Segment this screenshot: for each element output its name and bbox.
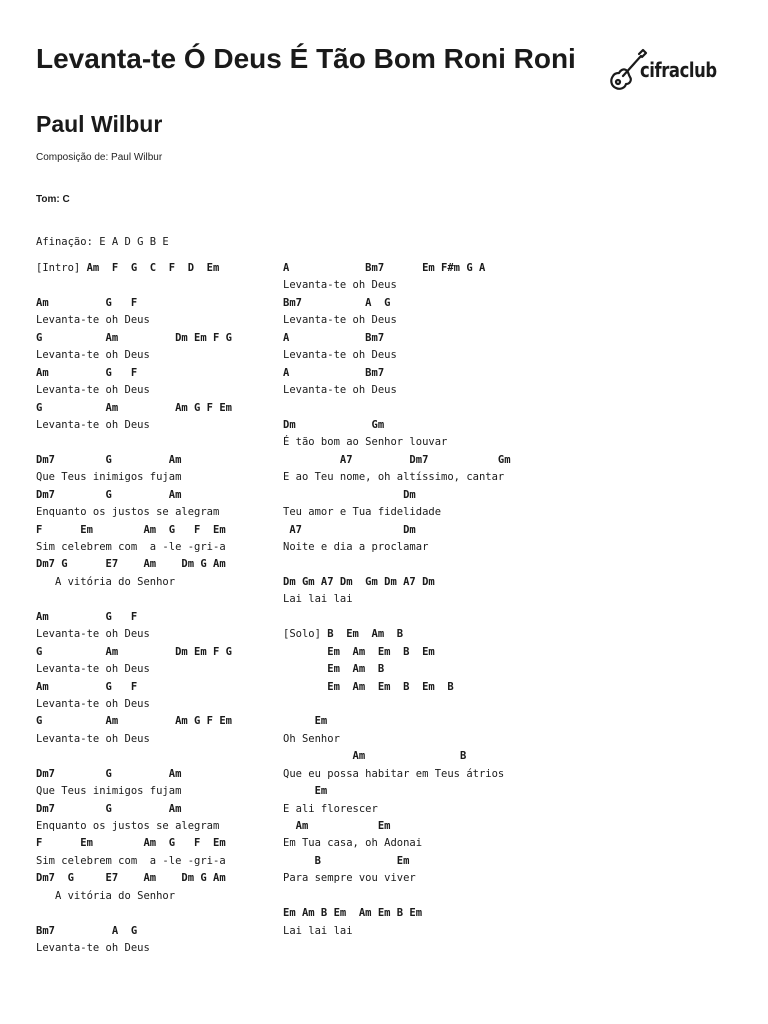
composer-credit: Composição de: Paul Wilbur [36,152,163,163]
lyric-line: Levanta-te oh Deus [283,314,397,327]
lyric-line: Em Tua casa, oh Adonai [283,837,423,850]
chord-sheet-right-column [283,260,511,940]
blank-line [36,277,232,294]
blank-line [283,609,511,626]
chord-line[interactable]: Am G F [36,680,138,693]
lyric-line: Levanta-te oh Deus [36,349,150,362]
chord-line[interactable]: Am Em [283,820,391,832]
logo-text: cifraclub [640,58,717,82]
chord-line[interactable]: Am F G C F D Em [86,262,220,274]
chord-line[interactable]: A Bm7 [283,366,385,379]
chord-line[interactable]: A7 Dm7 Gm [283,453,511,466]
chord-line[interactable]: Em Am Em B Em B [283,680,454,693]
chord-line[interactable]: Em Am B [283,663,385,676]
chord-line[interactable]: Dm [283,488,416,501]
chord-line[interactable]: B Em [283,854,410,867]
lyric-line: Levanta-te oh Deus [283,384,397,397]
lyric-line: E ali florescer [283,802,378,815]
lyric-line: Oh Senhor [283,732,340,745]
chord-line[interactable]: Dm Gm [283,418,385,431]
chord-line[interactable]: Em [283,715,328,728]
blank-line [283,556,511,573]
lyric-line: Que Teus inimigos fujam [36,471,182,484]
chord-sheet-left-column [36,260,232,958]
chord-line[interactable]: Dm7 G Am [36,453,182,466]
cifraclub-logo[interactable] [608,46,722,94]
chord-line[interactable]: Am G F [36,610,138,623]
chord-line[interactable]: Em Am Em B Em [283,645,435,658]
chord-line[interactable]: Dm7 G Am [36,802,182,815]
song-key: Tom: C [36,194,70,205]
lyric-line: A vitória do Senhor [36,889,176,902]
lyric-line: Enquanto os justos se alegram [36,506,220,519]
chord-line[interactable]: F Em Am G F Em [36,837,226,850]
lyric-line: Sim celebrem com a -le -gri-a [36,541,226,553]
lyric-line: Levanta-te oh Deus [36,418,150,431]
lyric-line: Lai lai lai [283,593,353,606]
chord-line[interactable]: B Em Am B [327,628,404,641]
lyric-line: Levanta-te oh Deus [36,384,150,397]
chord-line[interactable]: A Bm7 [283,331,385,344]
lyric-line: Que Teus inimigos fujam [36,785,182,798]
chord-line[interactable]: Am B [283,750,467,763]
lyric-line: Levanta-te oh Deus [36,628,150,641]
lyric-line: Levanta-te oh Deus [36,314,150,327]
chord-line[interactable]: Bm7 A G [283,296,391,309]
blank-line [283,400,511,417]
section-chord-line [36,260,232,277]
section-label: [Solo] [283,628,328,641]
chord-line[interactable]: G Am Dm Em F G [36,331,232,344]
lyric-line: É tão bom ao Senhor louvar [283,436,448,449]
chord-line[interactable]: Dm7 G Am [36,488,182,501]
lyric-line: Noite e dia a proclamar [283,541,429,553]
lyric-line: Lai lai lai [283,924,353,937]
chord-line[interactable]: A7 Dm [283,523,416,536]
chord-line[interactable]: G Am Am G F Em [36,715,232,728]
section-chord-line [283,626,511,643]
chord-line[interactable]: Bm7 A G [36,924,138,937]
song-title: Levanta-te Ó Deus É Tão Bom Roni Roni [36,43,576,74]
lyric-line: Sim celebrem com a -le -gri-a [36,854,226,867]
blank-line [36,748,232,765]
chord-line[interactable]: Am G F [36,296,138,309]
tuning-info: Afinação: E A D G B E [36,236,169,248]
blank-line [283,888,511,905]
lyric-line: Que eu possa habitar em Teus átrios [283,767,505,780]
section-label: [Intro] [36,262,87,274]
chord-line[interactable]: Em Am B Em Am Em B Em [283,907,423,920]
blank-line [36,434,232,451]
chord-line[interactable]: G Am Dm Em F G [36,645,232,658]
lyric-line: Levanta-te oh Deus [36,663,150,676]
lyric-line: Levanta-te oh Deus [283,279,397,292]
lyric-line: Enquanto os justos se alegram [36,820,220,832]
lyric-line: Teu amor e Tua fidelidade [283,506,442,519]
blank-line [36,591,232,608]
lyric-line: A vitória do Senhor [36,575,176,588]
lyric-line: Levanta-te oh Deus [36,732,150,745]
chord-line[interactable]: Em [283,785,328,798]
lyric-line: E ao Teu nome, oh altíssimo, cantar [283,471,505,484]
chord-line[interactable]: F Em Am G F Em [36,523,226,536]
lyric-line: Para sempre vou viver [283,872,416,885]
chord-line[interactable]: Dm Gm A7 Dm Gm Dm A7 Dm [283,575,435,588]
lyric-line: Levanta-te oh Deus [36,942,150,955]
lyric-line: Levanta-te oh Deus [283,349,397,362]
chord-line[interactable]: G Am Am G F Em [36,401,232,414]
chord-line[interactable]: Dm7 G E7 Am Dm G Am [36,872,226,885]
chord-line[interactable]: Dm7 G Am [36,767,182,780]
lyric-line: Levanta-te oh Deus [36,697,150,710]
chord-line[interactable]: Am G F [36,366,138,379]
blank-line [36,905,232,922]
chord-line[interactable]: A Bm7 Em F#m G A [283,262,486,274]
blank-line [283,696,511,713]
artist-name[interactable]: Paul Wilbur [36,111,163,137]
chord-line[interactable]: Dm7 G E7 Am Dm G Am [36,558,226,571]
